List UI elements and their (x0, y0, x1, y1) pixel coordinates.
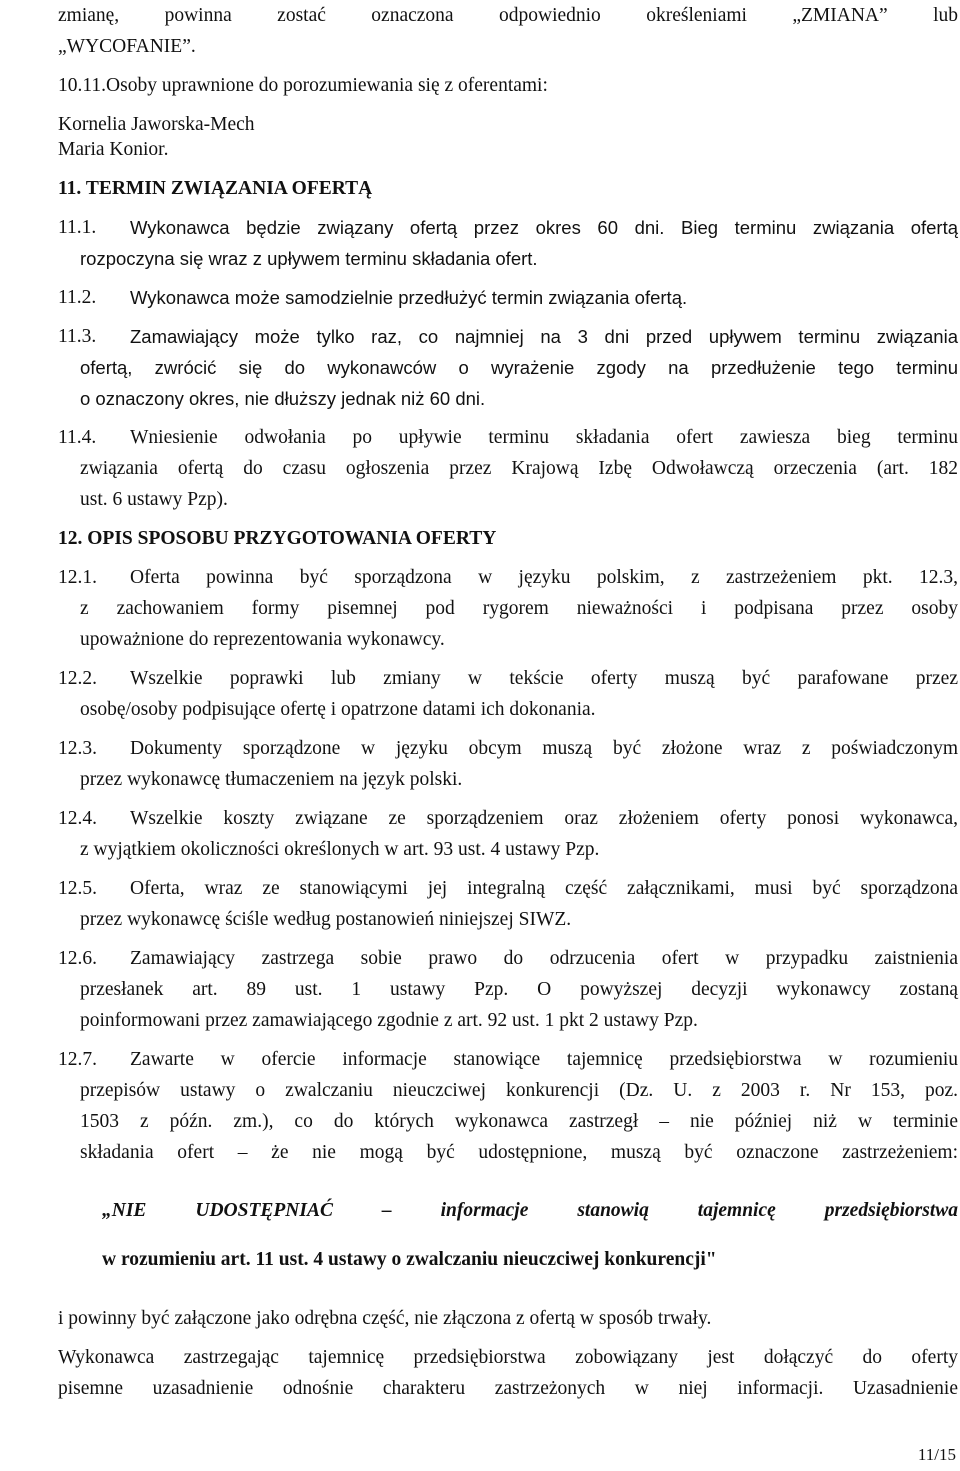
contact-person: Kornelia Jaworska-Mech (58, 114, 255, 135)
item-number: 12.4. (58, 808, 97, 829)
item-number: 11.1. (58, 217, 97, 238)
section-heading-12: 12. OPIS SPOSOBU PRZYGOTOWANIA OFERTY (58, 528, 497, 549)
text-line: i powinny być załączone jako odrębna część, nie złączona z ofertą w sposób trwały. (58, 1307, 712, 1329)
text-line: przesłanek art. 89 ust. 1 ustawy Pzp. O powyższej decyzji wykonawcy zostaną (80, 979, 958, 1000)
item-number: 10.11. (58, 75, 107, 96)
text-line: upoważnione do reprezentowania wykonawcy. (80, 629, 445, 650)
continuation-paragraph (58, 0, 958, 62)
page-number: 11/15 (917, 1445, 956, 1464)
confidentiality-clause: „NIE UDOSTĘPNIAĆ – informacje stanowią tajemnicę przedsiębiorstwa (102, 1199, 958, 1221)
text-line: Wszelkie koszty związane ze sporządzeniem oraz złożeniem oferty ponosi wykonawca, (130, 808, 958, 829)
item-12-7 (58, 1044, 958, 1075)
section-10-11 (58, 70, 958, 165)
text-line: rozpoczyna się wraz z upływem terminu składania ofert. (80, 248, 538, 269)
item-number: 11.3. (58, 326, 97, 347)
text-line: Wniesienie odwołania po upływie terminu składania ofert zawiesza bieg terminu (130, 427, 958, 448)
text-line: przepisów ustawy o zwalczaniu nieuczciwej konkurencji (Dz. U. z 2003 r. Nr 153, poz. (80, 1080, 958, 1101)
text-line: Zamawiający zastrzega sobie prawo do odrzucenia ofert w przypadku zaistnienia (130, 948, 958, 969)
item-11-3 (58, 321, 958, 352)
text-line: z wyjątkiem okoliczności określonych w art. 93 ust. 4 ustawy Pzp. (80, 839, 600, 860)
document-page (58, 0, 958, 1404)
text-line: osobę/osoby podpisujące ofertę i opatrzone datami ich dokonania. (80, 699, 596, 720)
item-11-4 (58, 422, 958, 453)
confidentiality-clause: w rozumieniu art. 11 ust. 4 ustawy o zwalczaniu nieuczciwej konkurencji" (102, 1249, 717, 1270)
text-line: o oznaczony okres, nie dłuższy jednak niż 60 dni. (80, 388, 486, 409)
item-number: 12.3. (58, 738, 97, 759)
section-10-11-line (58, 70, 958, 101)
text-line: ust. 6 ustawy Pzp). (80, 489, 228, 510)
item-number: 12.6. (58, 948, 97, 969)
item-12-5 (58, 873, 958, 904)
text-line: Zawarte w ofercie informacje stanowiące tajemnicę przedsiębiorstwa w rozumieniu (130, 1049, 958, 1070)
text-line: Zamawiający może tylko raz, co najmniej na 3 dni przed upływem terminu związania (130, 326, 958, 347)
text-line: składania ofert – że nie mogą być udostępnione, muszą być oznaczone zastrzeżeniem: (80, 1142, 958, 1163)
text-line: 1503 z późn. zm.), co do których wykonawca zastrzegł – nie później niż w terminie (80, 1111, 958, 1132)
text-line: „WYCOFANIE”. (58, 36, 196, 57)
item-12-2 (58, 663, 958, 694)
section-heading-11: 11. TERMIN ZWIĄZANIA OFERTĄ (58, 178, 373, 199)
text-line: Wykonawca zastrzegając tajemnicę przedsiębiorstwa zobowiązany jest dołączyć do oferty (58, 1346, 958, 1368)
text-line: Wszelkie poprawki lub zmiany w tekście oferty muszą być parafowane przez (130, 668, 958, 689)
text-line: przez wykonawcę ściśle według postanowień niniejszej SIWZ. (80, 909, 572, 930)
text-line: pisemne uzasadnienie odnośnie charakteru zastrzeżonych w niej informacji. Uzasadnienie (58, 1377, 958, 1399)
text-line: związania ofertą do czasu ogłoszenia przez Krajową Izbę Odwoławczą orzeczenia (art. 182 (80, 458, 958, 479)
item-12-6 (58, 943, 958, 974)
text-line: ofertą, zwrócić się do wykonawców o wyrażenie zgody na przedłużenie tego terminu (80, 357, 958, 378)
item-12-3 (58, 733, 958, 764)
item-number: 12.5. (58, 878, 97, 899)
contact-person: Maria Konior. (58, 139, 169, 160)
item-number: 11.4. (58, 427, 97, 448)
item-11-1 (58, 212, 958, 243)
item-number: 12.1. (58, 567, 97, 588)
item-12-4 (58, 803, 958, 834)
text-line: Oferta powinna być sporządzona w języku polskim, z zastrzeżeniem pkt. 12.3, (130, 567, 958, 588)
text-line: przez wykonawcę tłumaczeniem na język polski. (80, 769, 463, 790)
text-line: Wykonawca może samodzielnie przedłużyć termin związania ofertą. (130, 287, 688, 308)
text-line: poinformowani przez zamawiającego zgodnie z art. 92 ust. 1 pkt 2 ustawy Pzp. (80, 1010, 698, 1031)
text-line: Dokumenty sporządzone w języku obcym muszą być złożone wraz z poświadczonym (130, 738, 958, 759)
text-line: Oferta, wraz ze stanowiącymi jej integralną część załącznikami, musi być sporządzona (130, 878, 958, 899)
item-11-2 (58, 282, 958, 313)
item-number: 11.2. (58, 287, 97, 308)
item-number: 12.2. (58, 668, 97, 689)
text-line: Wykonawca będzie związany ofertą przez okres 60 dni. Bieg terminu związania ofertą (130, 217, 958, 238)
item-text: Osoby uprawnione do porozumiewania się z oferentami: (106, 75, 548, 96)
text-line: z zachowaniem formy pisemnej pod rygorem nieważności i podpisana przez osoby (80, 598, 958, 619)
text-line: zmianę, powinna zostać oznaczona odpowiednio określeniami „ZMIANA” lub (58, 5, 958, 26)
item-12-1 (58, 562, 958, 593)
item-number: 12.7. (58, 1049, 97, 1070)
